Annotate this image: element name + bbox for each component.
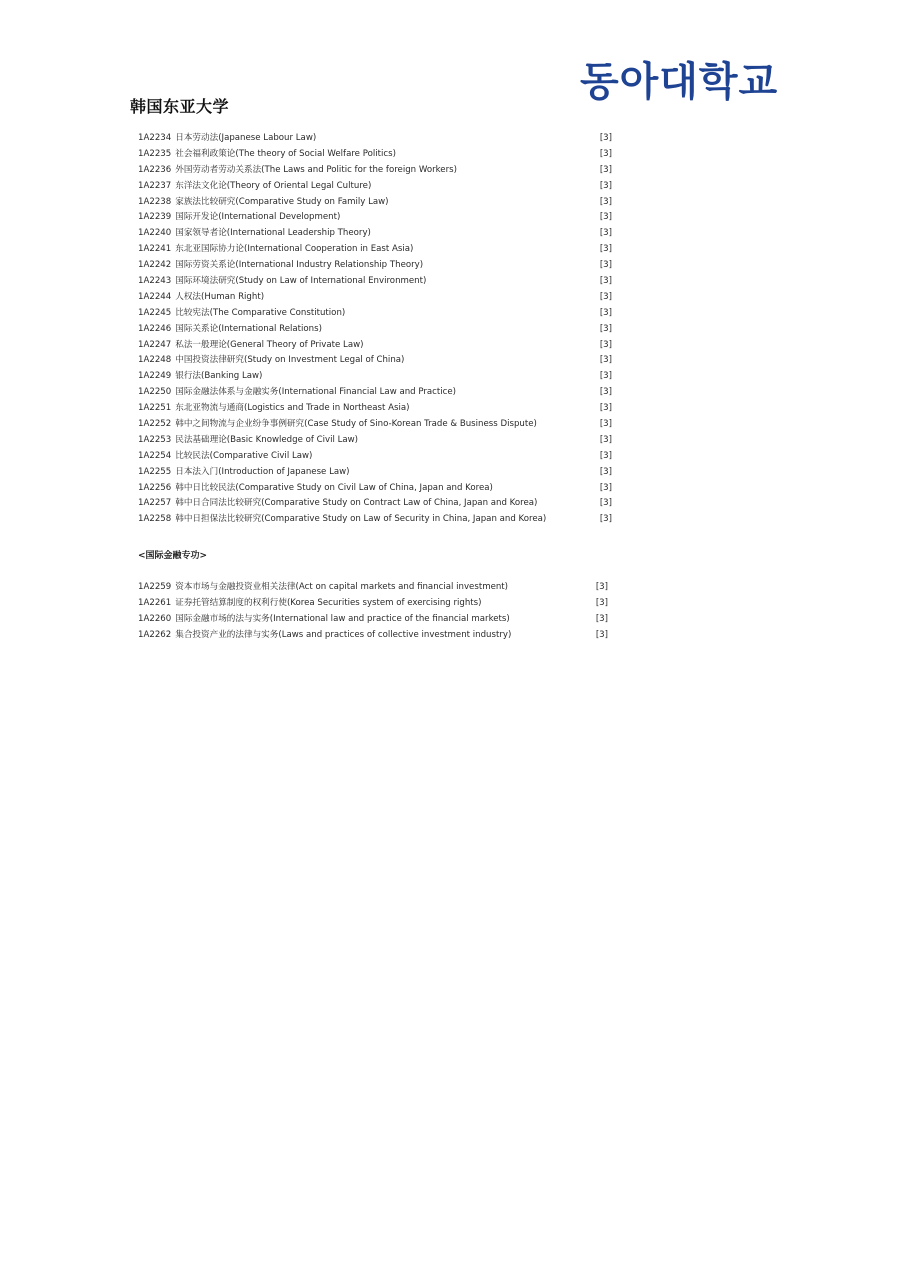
course-title: 资本市场与金融投资业相关法律(Act on capital markets and financial investment) bbox=[175, 582, 509, 592]
course-row bbox=[138, 433, 618, 449]
course-code: 1A2234 bbox=[138, 133, 172, 143]
course-credit: [3] bbox=[595, 629, 608, 640]
course-row bbox=[138, 628, 618, 644]
course-code: 1A2256 bbox=[138, 482, 172, 493]
course-title: 国家领导者论(International Leadership Theory) bbox=[175, 228, 371, 239]
course-row bbox=[138, 242, 618, 258]
course-list bbox=[138, 131, 618, 528]
course-title: 国际开发论(International Development) bbox=[175, 212, 341, 223]
course-title: 东北亚国际协力论(International Cooperation in East Asia) bbox=[175, 244, 414, 255]
course-code: 1A2249 bbox=[138, 371, 172, 382]
course-row bbox=[138, 306, 618, 322]
course-code: 1A2241 bbox=[138, 244, 172, 255]
course-code: 1A2259 bbox=[138, 582, 172, 592]
course-code: 1A2235 bbox=[138, 148, 172, 159]
course-row bbox=[138, 369, 618, 385]
course-code: 1A2238 bbox=[138, 196, 172, 207]
course-code: 1A2251 bbox=[138, 403, 172, 414]
course-title: 国际金融法体系与金融实务(International Financial Law and Practice) bbox=[175, 387, 457, 398]
course-title: 比较宪法(The Comparative Constitution) bbox=[175, 307, 346, 318]
course-code: 1A2246 bbox=[138, 323, 172, 334]
course-row bbox=[138, 481, 618, 497]
course-credit: [3] bbox=[599, 148, 612, 159]
course-title: 国际关系论(International Relations) bbox=[175, 323, 322, 334]
course-title: 私法一般理论(General Theory of Private Law) bbox=[175, 339, 364, 350]
course-credit: [3] bbox=[599, 498, 612, 509]
course-credit: [3] bbox=[599, 419, 612, 430]
course-row bbox=[138, 179, 618, 195]
course-code: 1A2252 bbox=[138, 419, 172, 430]
course-credit: [3] bbox=[599, 371, 612, 382]
course-code: 1A2248 bbox=[138, 355, 172, 366]
course-title: 证券托管结算制度的权利行使(Korea Securities system of exercising rights) bbox=[175, 597, 482, 608]
course-credit: [3] bbox=[599, 434, 612, 445]
course-row bbox=[138, 322, 618, 338]
course-row bbox=[138, 612, 618, 628]
course-row bbox=[138, 401, 618, 417]
course-row bbox=[138, 449, 618, 465]
section-heading-international-finance: <国际金融专功> bbox=[138, 551, 208, 561]
course-code: 1A2244 bbox=[138, 291, 172, 302]
course-credit: [3] bbox=[599, 164, 612, 175]
course-row bbox=[138, 258, 618, 274]
course-title: 日本法入门(Introduction of Japanese Law) bbox=[175, 466, 350, 477]
course-credit: [3] bbox=[599, 323, 612, 334]
course-credit: [3] bbox=[599, 450, 612, 461]
course-row bbox=[138, 385, 618, 401]
course-code: 1A2239 bbox=[138, 212, 172, 223]
course-row bbox=[138, 195, 618, 211]
course-credit: [3] bbox=[599, 196, 612, 207]
course-row bbox=[138, 512, 618, 528]
course-credit: [3] bbox=[599, 180, 612, 191]
course-row bbox=[138, 465, 618, 481]
course-row bbox=[138, 163, 618, 179]
course-credit: [3] bbox=[599, 387, 612, 398]
course-row bbox=[138, 274, 618, 290]
course-code: 1A2257 bbox=[138, 498, 172, 509]
school-name: 韩国东亚大学 bbox=[130, 97, 230, 116]
course-code: 1A2242 bbox=[138, 260, 172, 271]
course-title: 韩中日合同法比较研究(Comparative Study on Contract Law of China, Japan and Korea) bbox=[175, 498, 538, 509]
course-credit: [3] bbox=[599, 291, 612, 302]
course-code: 1A2240 bbox=[138, 228, 172, 239]
course-credit: [3] bbox=[595, 597, 608, 608]
course-credit: [3] bbox=[599, 339, 612, 350]
course-code: 1A2261 bbox=[138, 597, 172, 608]
course-credit: [3] bbox=[599, 514, 612, 525]
course-title: 银行法(Banking Law) bbox=[175, 371, 263, 382]
course-row bbox=[138, 417, 618, 433]
course-credit: [3] bbox=[599, 307, 612, 318]
course-row bbox=[138, 290, 618, 306]
course-row bbox=[138, 580, 618, 596]
course-code: 1A2258 bbox=[138, 514, 172, 525]
course-title: 东北亚物流与通商(Logistics and Trade in Northeast Asia) bbox=[175, 403, 410, 414]
course-code: 1A2243 bbox=[138, 276, 172, 287]
course-title: 中国投资法律研究(Study on Investment Legal of China) bbox=[175, 355, 405, 366]
course-credit: [3] bbox=[599, 228, 612, 239]
course-code: 1A2254 bbox=[138, 450, 172, 461]
course-code: 1A2255 bbox=[138, 466, 172, 477]
course-credit: [3] bbox=[599, 212, 612, 223]
course-row bbox=[138, 226, 618, 242]
course-credit: [3] bbox=[599, 403, 612, 414]
course-credit: [3] bbox=[599, 466, 612, 477]
course-code: 1A2253 bbox=[138, 434, 172, 445]
course-title: 国际劳资关系论(International Industry Relationship Theory) bbox=[175, 260, 424, 271]
course-credit: [3] bbox=[599, 355, 612, 366]
course-code: 1A2260 bbox=[138, 613, 172, 624]
course-title: 社会福利政策论(The theory of Social Welfare Politics) bbox=[175, 148, 396, 159]
course-title: 民法基础理论(Basic Knowledge of Civil Law) bbox=[175, 434, 359, 445]
course-row bbox=[138, 147, 618, 163]
course-row bbox=[138, 496, 618, 512]
course-credit: [3] bbox=[599, 482, 612, 493]
course-code: 1A2247 bbox=[138, 339, 172, 350]
course-title: 比较民法(Comparative Civil Law) bbox=[175, 450, 313, 461]
finance-course-list bbox=[138, 580, 618, 644]
course-title: 日本劳动法(Japanese Labour Law) bbox=[175, 133, 317, 143]
course-code: 1A2245 bbox=[138, 307, 172, 318]
university-logo: 동아대학교 bbox=[580, 59, 779, 105]
course-row bbox=[138, 338, 618, 354]
course-title: 东洋法文化论(Theory of Oriental Legal Culture) bbox=[175, 180, 372, 191]
course-code: 1A2236 bbox=[138, 164, 172, 175]
course-title: 家族法比较研究(Comparative Study on Family Law) bbox=[175, 196, 389, 207]
course-title: 韩中日担保法比较研究(Comparative Study on Law of Security in China, Japan and Korea) bbox=[175, 514, 547, 525]
course-credit: [3] bbox=[595, 613, 608, 624]
course-row bbox=[138, 131, 618, 147]
course-title: 韩中日比较民法(Comparative Study on Civil Law of China, Japan and Korea) bbox=[175, 482, 493, 493]
course-row bbox=[138, 353, 618, 369]
course-title: 人权法(Human Right) bbox=[175, 291, 265, 302]
course-title: 韩中之间物流与企业纷争事例研究(Case Study of Sino-Korean Trade & Business Dispute) bbox=[175, 419, 537, 430]
course-code: 1A2237 bbox=[138, 180, 172, 191]
course-title: 集合投资产业的法律与实务(Laws and practices of collective investment industry) bbox=[175, 629, 512, 640]
course-code: 1A2262 bbox=[138, 629, 172, 640]
course-credit: [3] bbox=[599, 260, 612, 271]
course-credit: [3] bbox=[599, 133, 612, 143]
course-credit: [3] bbox=[599, 244, 612, 255]
course-credit: [3] bbox=[595, 582, 608, 592]
course-title: 国际环境法研究(Study on Law of International Environment) bbox=[175, 276, 427, 287]
course-title: 外国劳动者劳动关系法(The Laws and Politic for the foreign Workers) bbox=[175, 164, 457, 175]
course-row bbox=[138, 596, 618, 612]
course-title: 国际金融市场的法与实务(International law and practice of the financial markets) bbox=[175, 613, 510, 624]
course-credit: [3] bbox=[599, 276, 612, 287]
course-row bbox=[138, 210, 618, 226]
course-code: 1A2250 bbox=[138, 387, 172, 398]
